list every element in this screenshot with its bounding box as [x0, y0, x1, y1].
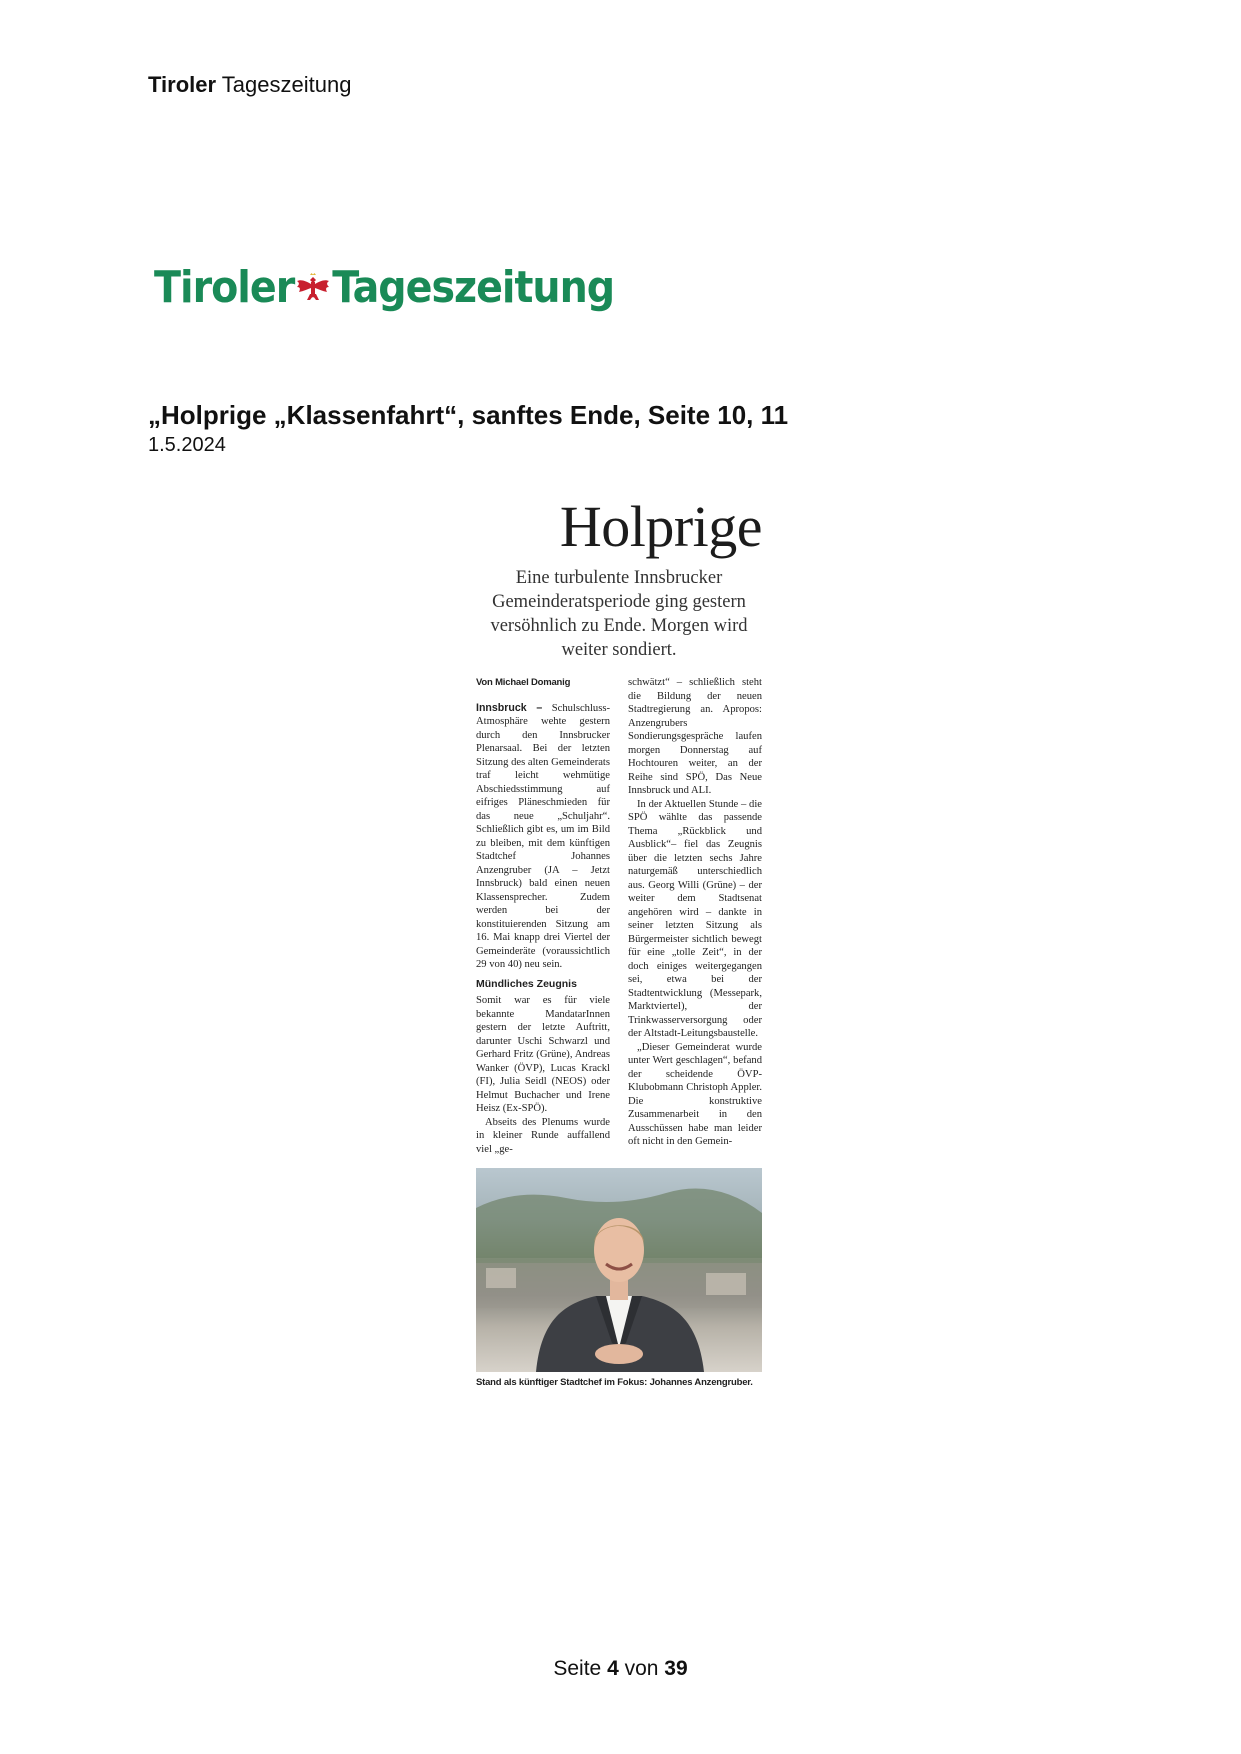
article-column-2: [628, 676, 762, 1156]
article-paragraph: Somit war es für viele bekannte MandatarInnen gestern der letzte Auftritt, darunter Uschi Schwarzl und Gerhard Fritz (Grüne), Andreas Wanker (ÖVP), Lucas Krackl (FI), Julia Seidl (NEOS) oder Helmut Buchacher und Irene Heisz (Ex-SPÖ).: [476, 995, 610, 1114]
article-columns: [476, 676, 762, 1156]
footer-middle: von: [624, 1657, 659, 1680]
header-brand-bold: Tiroler: [148, 72, 217, 97]
article-paragraph-text: Schulschluss-Atmosphäre wehte gestern durch den Innsbrucker Plenarsaal. Bei der letzten Sitzung des alten Gemeinderats traf leicht wehmütige Abschiedsstimmung auf eifriges Pläneschmieden für das neue „Schuljahr“. Schließlich gibt es, um im Bild zu bleiben, mit dem künftigen Stadtchef Johannes Anzengruber (JA – Jetzt Innsbruck) bald einen neuen Klassensprecher. Zudem werden bei der konstituierenden Sitzung am 16. Mai knapp drei Viertel der Gemeinderäte (voraussichtlich 29 von 40) neu sein.: [476, 702, 610, 970]
article-paragraph: schwätzt“ – schließlich steht die Bildung der neuen Stadtregierung an. Apropos: Anzengrubers Sondierungsgespräche laufen morgen Donnerstag auf Hochtouren weiter, an der Reihe sind SPÖ, Das Neue Innsbruck und ALI.: [628, 677, 762, 796]
document-title: „Holprige „Klassenfahrt“, sanftes Ende, Seite 10, 11: [148, 400, 789, 430]
article-paragraph: Abseits des Plenums wurde in kleiner Runde auffallend viel „ge-: [476, 1116, 610, 1155]
tyrol-eagle-icon: [296, 273, 330, 303]
photo-caption: Stand als künftiger Stadtchef im Fokus: Johannes Anzengruber.: [476, 1377, 753, 1388]
article-dateline: Innsbruck –: [476, 701, 543, 714]
portrait-illustration: [476, 1168, 762, 1372]
footer-page-number: 4: [607, 1657, 619, 1680]
article-byline: Von Michael Domanig: [476, 677, 571, 688]
article-paragraph: „Dieser Gemeinderat wurde unter Wert geschlagen“, befand der scheidende ÖVP-Klubobmann Christoph Appler. Die konstruktive Zusammenarbeit in den Ausschüssen habe man leider oft nicht in den Gemein-: [628, 1041, 762, 1147]
article-column-1: [476, 676, 610, 1156]
logo-text-part2: Tageszeitung: [332, 262, 615, 313]
article-paragraph: In der Aktuellen Stunde – die SPÖ wählte das passende Thema „Rückblick und Ausblick“– fiel das Zeugnis über die letzten sechs Jahre naturgemäß unterschiedlich aus. Georg Willi (Grüne) – der weiter dem Stadtsenat angehören wird – dankte in seiner letzten Sitzung als Bürgermeister sichtlich bewegt für eine „tolle Zeit“, in der doch einiges weitergegangen sei, etwa bei der Stadtentwicklung (Messepark, Marktviertel), der Trinkwasserversorgung oder der Altstadt-Leitungsbaustelle.: [628, 798, 762, 1039]
newspaper-logo: [154, 262, 614, 313]
page-footer: [0, 1657, 1241, 1681]
article-photo: [476, 1168, 762, 1372]
document-date: 1.5.2024: [148, 434, 226, 456]
article-clipping: [476, 490, 762, 1420]
page-header: [148, 72, 351, 98]
footer-prefix: Seite: [553, 1657, 602, 1680]
footer-page-total: 39: [664, 1657, 688, 1680]
logo-text-part1: Tiroler: [154, 262, 295, 313]
article-headline: Holprige: [559, 494, 762, 559]
header-brand-regular: Tageszeitung: [221, 72, 352, 97]
article-lead: Eine turbulente Innsbrucker Gemeinderatsperiode ging gestern versöhnlich zu Ende. Morgen wird weiter sondiert.: [490, 568, 748, 660]
article-paragraph: [476, 702, 610, 972]
article-subhead: Mündliches Zeugnis: [476, 977, 577, 990]
